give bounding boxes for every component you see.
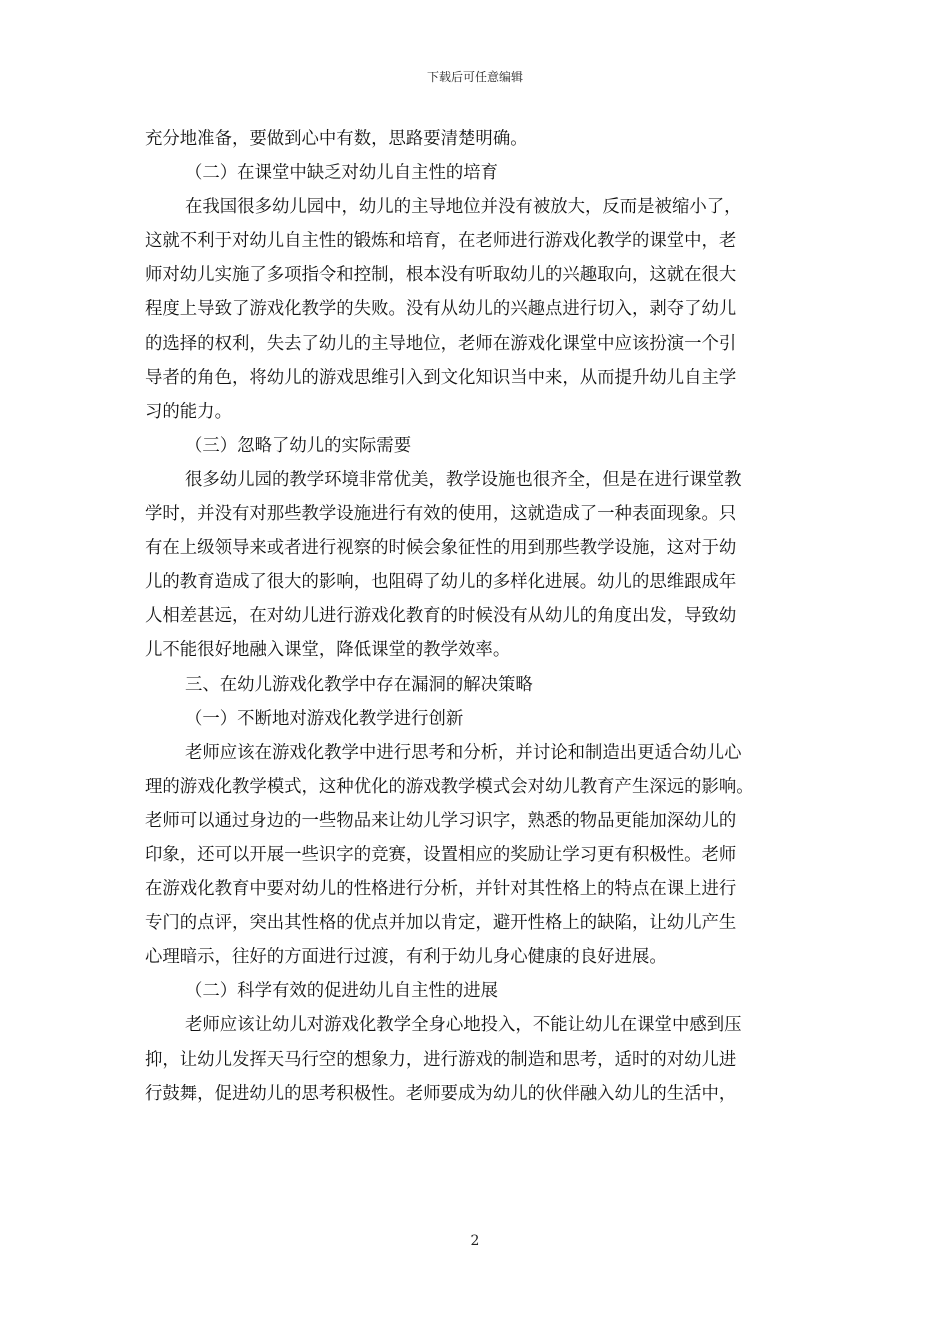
text-line: 专门的点评，突出其性格的优点并加以肯定，避开性格上的缺陷，让幼儿产生: [145, 913, 737, 934]
text-line: 在游戏化教育中要对幼儿的性格进行分析，并针对其性格上的特点在课上进行: [145, 879, 737, 900]
text-line: 有在上级领导来或者进行视察的时候会象征性的用到那些教学设施，这对于幼: [145, 538, 737, 559]
text-line: 老师应该让幼儿对游戏化教学全身心地投入，不能让幼儿在课堂中感到压: [185, 1015, 742, 1036]
text-line: 充分地准备，要做到心中有数，思路要清楚明确。: [145, 129, 528, 149]
text-line: 老师应该在游戏化教学中进行思考和分析，并讨论和制造出更适合幼儿心: [185, 742, 742, 763]
text-line: 很多幼儿园的教学环境非常优美，教学设施也很齐全，但是在进行课堂教: [185, 469, 742, 490]
text-line: 人相差甚远，在对幼儿进行游戏化教育的时候没有从幼儿的角度出发，导致幼: [145, 606, 737, 627]
text-line: 师对幼儿实施了多项指令和控制，根本没有听取幼儿的兴趣取向，这就在很大: [145, 265, 737, 286]
text-line: （二）科学有效的促进幼儿自主性的进展: [185, 981, 499, 1002]
document-body: [145, 122, 813, 1111]
text-line: 行鼓舞，促进幼儿的思考积极性。老师要成为幼儿的伙伴融入幼儿的生活中，: [145, 1083, 737, 1104]
text-line: 在我国很多幼儿园中，幼儿的主导地位并没有被放大，反而是被缩小了，: [185, 197, 742, 218]
page-number: 2: [470, 1233, 480, 1249]
text-line: 三、在幼儿游戏化教学中存在漏洞的解决策略: [185, 674, 533, 695]
text-line: 抑，让幼儿发挥天马行空的想象力，进行游戏的制造和思考，适时的对幼儿进: [145, 1049, 737, 1070]
text-line: 习的能力。: [145, 401, 232, 422]
text-line: 的选择的权利，失去了幼儿的主导地位，老师在游戏化课堂中应该扮演一个引: [145, 333, 737, 354]
text-line: 印象，还可以开展一些识字的竞赛，设置相应的奖励让学习更有积极性。老师: [145, 844, 737, 865]
header-note: 下载后可任意编辑: [426, 70, 523, 84]
text-line: 导者的角色，将幼儿的游戏思维引入到文化知识当中来，从而提升幼儿自主学: [145, 367, 737, 388]
text-line: 这就不利于对幼儿自主性的锻炼和培育，在老师进行游戏化教学的课堂中，老: [145, 231, 737, 252]
text-line: （三）忽略了幼儿的实际需要: [185, 435, 412, 456]
text-line: 儿不能很好地融入课堂，降低课堂的教学效率。: [145, 640, 511, 661]
text-line: 儿的教育造成了很大的影响，也阻碍了幼儿的多样化进展。幼儿的思维跟成年: [145, 572, 737, 593]
text-line: 心理暗示，往好的方面进行过渡，有利于幼儿身心健康的良好进展。: [145, 947, 667, 968]
text-line: 程度上导致了游戏化教学的失败。没有从幼儿的兴趣点进行切入，剥夺了幼儿: [145, 299, 737, 320]
text-line: 学时，并没有对那些教学设施进行有效的使用，这就造成了一种表面现象。只: [145, 504, 737, 525]
text-line: 理的游戏化教学模式，这种优化的游戏教学模式会对幼儿教育产生深远的影响。: [145, 776, 754, 797]
text-line: 老师可以通过身边的一些物品来让幼儿学习识字，熟悉的物品更能加深幼儿的: [145, 810, 737, 831]
text-line: （二）在课堂中缺乏对幼儿自主性的培育: [185, 163, 499, 184]
text-line: （一）不断地对游戏化教学进行创新: [185, 708, 464, 729]
